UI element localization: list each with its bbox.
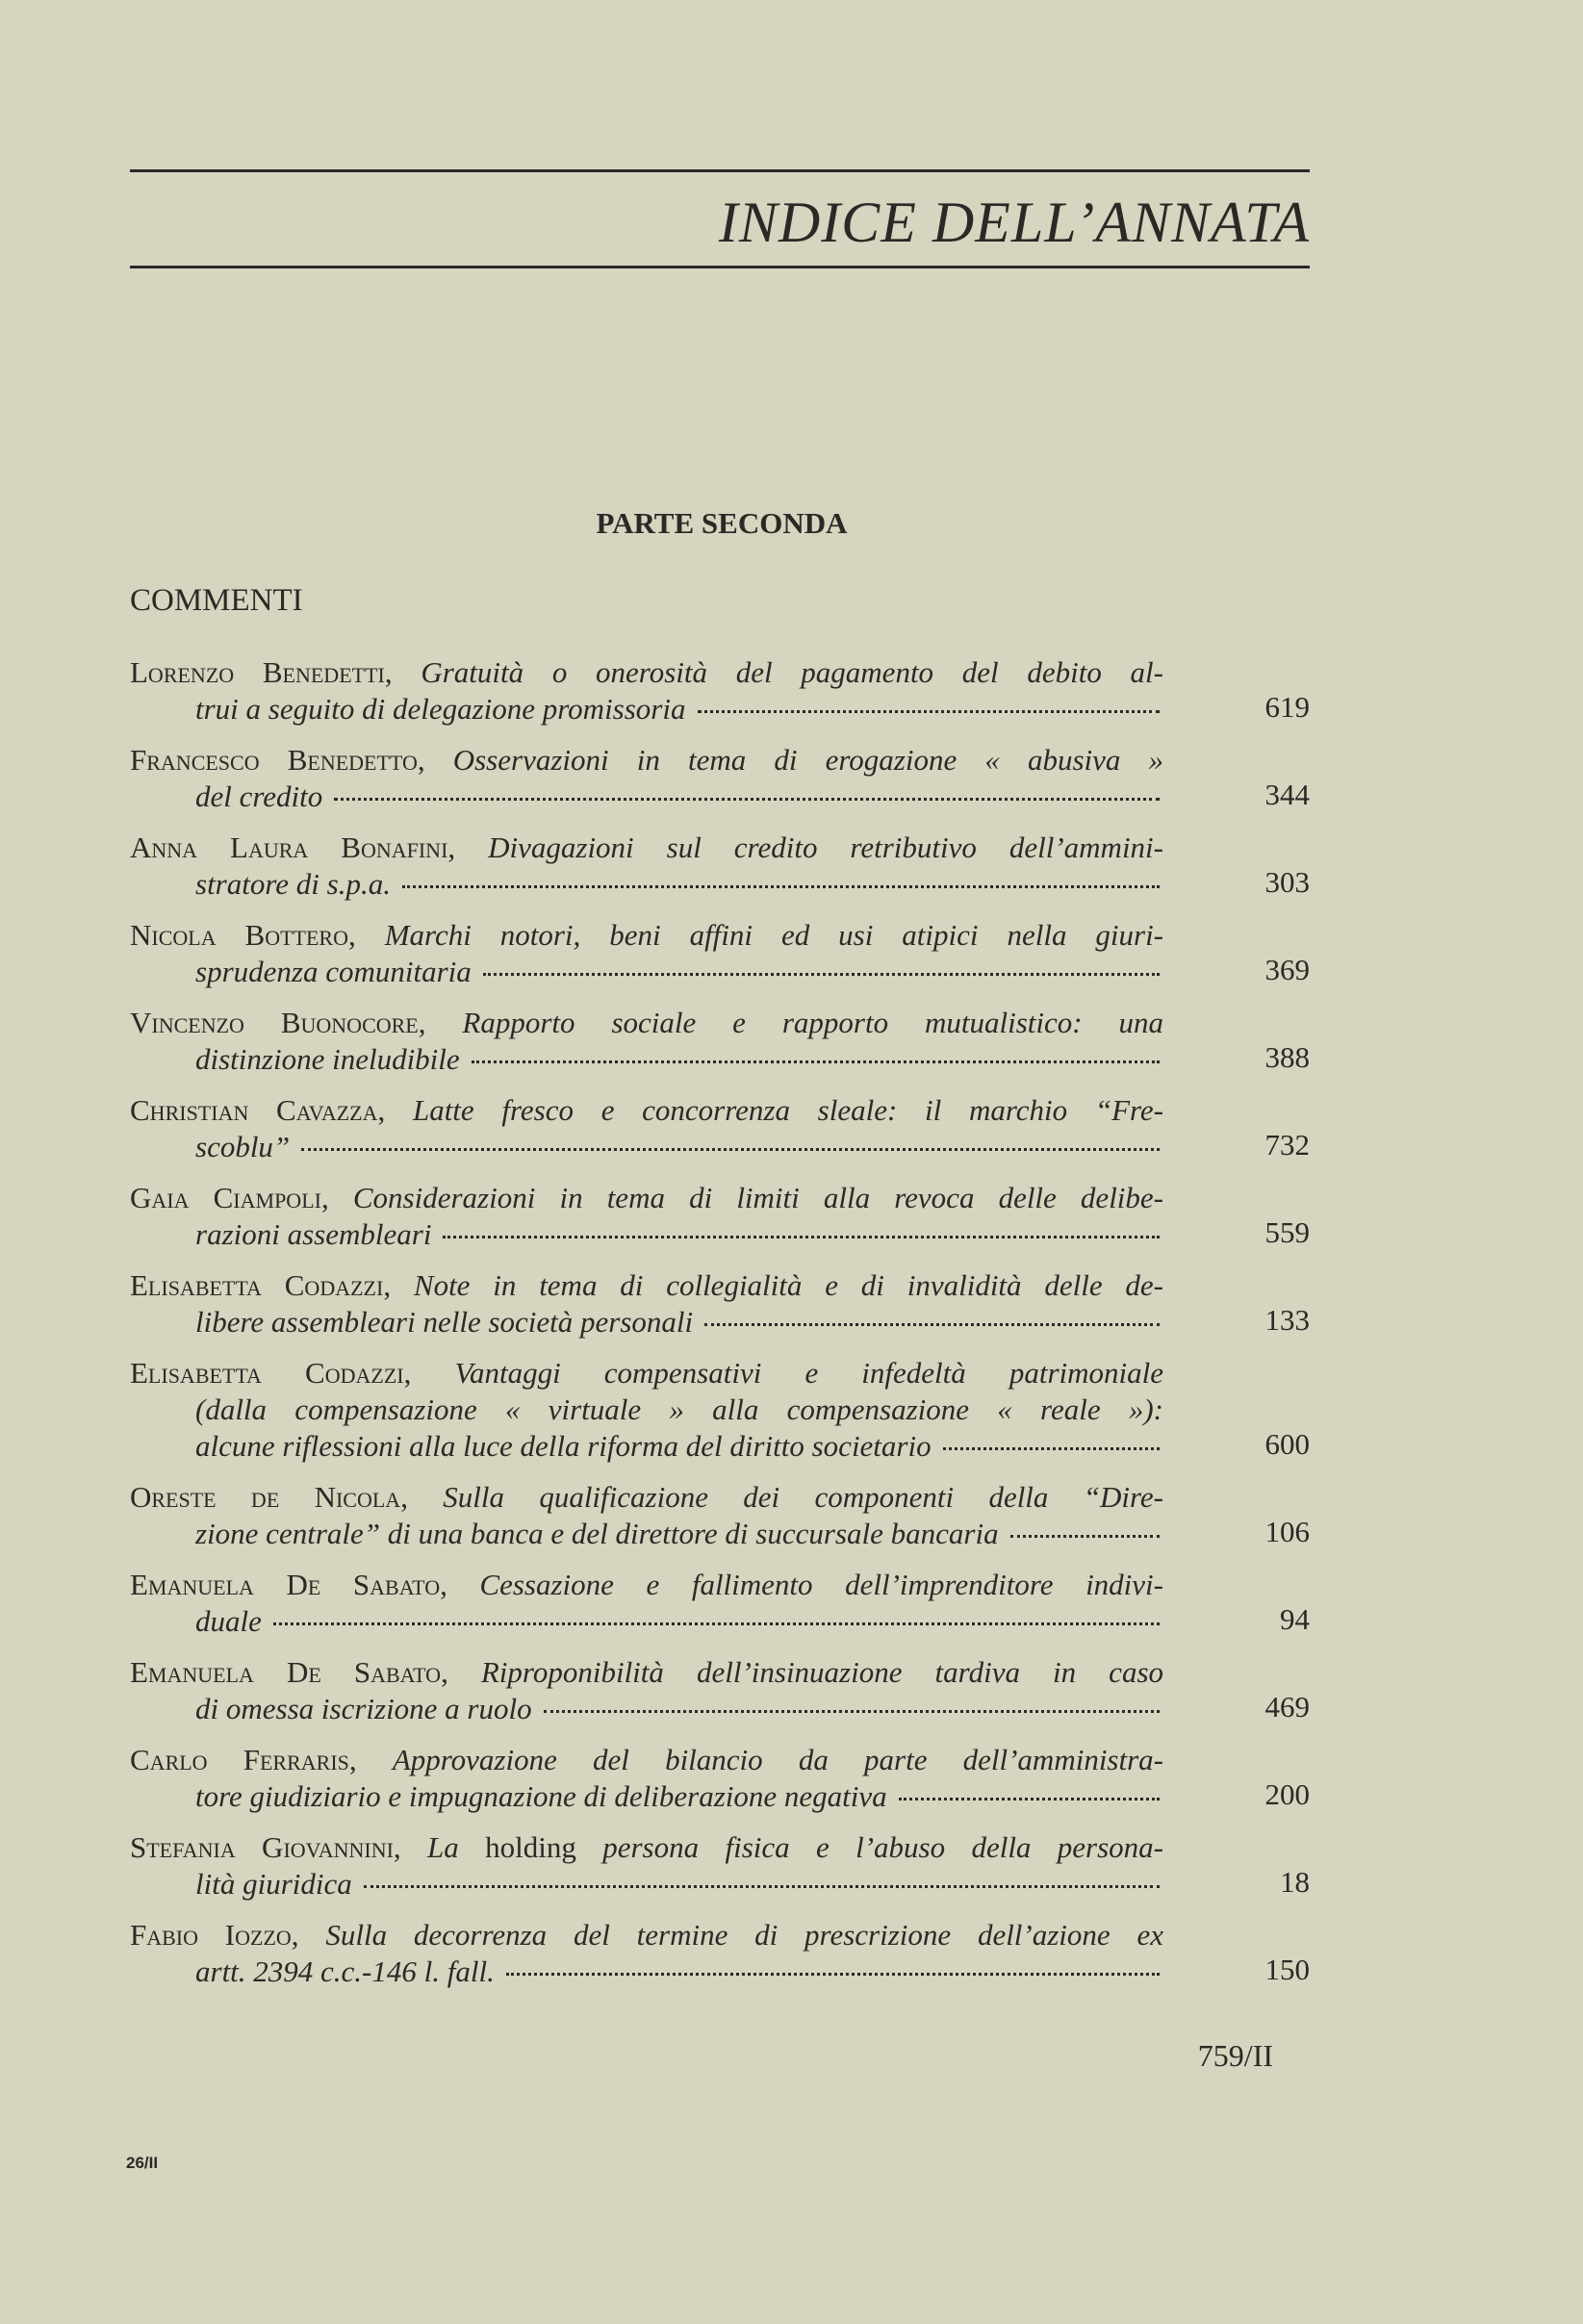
entry-line [130,1355,1163,1392]
page-title: INDICE DELL’ANNATA [718,191,1310,254]
entry-title: Vantaggi compensativi e infedeltà patrimoniale [454,1356,1163,1390]
entry-title: Divagazioni sul credito retributivo dell’ammini- [488,830,1163,864]
entry-title: Note in tema di collegialità e di invalidità delle de- [413,1268,1163,1302]
entry-title: Approvazione del bilancio da parte dell’amministra- [392,1743,1163,1776]
dot-leader [506,1973,1160,1976]
entry-author: Stefania Giovannini [130,1830,394,1864]
index-entries [130,654,1310,2005]
entry-title: razioni assembleari [195,1217,432,1251]
entry-last-line [130,1304,1163,1341]
entry-title: Marchi notori, beni affini ed usi atipici nella giuri- [384,918,1163,952]
comma: , [417,743,453,777]
dot-leader [443,1236,1160,1239]
dot-leader [1010,1535,1160,1538]
dot-leader [544,1710,1160,1713]
entry-author: Elisabetta Codazzi [130,1268,384,1302]
comma: , [291,1918,326,1952]
entry-title: duale [195,1604,262,1638]
entry-line [130,1917,1163,1954]
index-entry [130,1654,1310,1727]
entry-line [130,1180,1163,1216]
entry-author: Oreste de Nicola [130,1480,401,1514]
index-entry [130,1180,1310,1253]
entry-title: trui a seguito di delegazione promissoria [195,692,686,726]
entry-title: Gratuità o onerosità del pagamento del debito al- [421,655,1163,689]
comma: , [348,1743,393,1776]
dot-leader [943,1447,1160,1450]
entry-title: tore giudiziario e impugnazione di deliberazione negativa [195,1779,887,1813]
index-entry [130,917,1310,990]
entry-last-line [130,1129,1163,1165]
entry-title: scoblu” [195,1130,291,1163]
entry-last-line [130,1954,1163,1990]
index-entry [130,1742,1310,1815]
comma: , [377,1093,413,1127]
entry-line [130,1479,1163,1516]
comma: , [447,830,489,864]
dot-leader [334,798,1160,801]
dot-leader [704,1323,1160,1326]
entry-last-line [130,954,1163,990]
entry-last-line [130,1603,1163,1640]
entry-title: sprudenza comunitaria [195,955,472,988]
entry-title: alcune riflessioni alla luce della riforma del diritto societario [195,1429,932,1463]
entry-page-number: 619 [1264,690,1310,724]
entry-title: Rapporto sociale e rapporto mutualistico: una [462,1006,1163,1039]
index-entry [130,1005,1310,1078]
entry-author: Francesco Benedetto [130,743,418,777]
entry-title: Latte fresco e concorrenza sleale: il marchio “Fre- [412,1093,1163,1127]
entry-author: Lorenzo Benedetti [130,655,385,689]
entry-title: artt. 2394 c.c.-146 l. fall. [195,1954,495,1988]
entry-page-number: 303 [1264,865,1310,899]
dot-leader [273,1622,1160,1625]
index-entry [130,1917,1310,1990]
entry-title: (dalla compensazione « virtuale » alla compensazione « reale »): [195,1392,1163,1426]
entry-line [130,1742,1163,1778]
dot-leader [483,973,1160,976]
entry-line [130,1092,1163,1129]
entry-page-number: 559 [1264,1215,1310,1249]
entry-page-number: 388 [1264,1040,1310,1074]
entry-title: libere assembleari nelle società personali [195,1305,694,1339]
entry-page-number: 18 [1280,1865,1310,1899]
entry-title-roman: holding [485,1830,576,1864]
entry-page-number: 200 [1264,1777,1310,1811]
comma: , [403,1356,455,1390]
entry-last-line [130,1041,1163,1078]
entry-title: Sulla qualificazione dei componenti della “Dire- [443,1480,1163,1514]
bottom-rule [130,266,1310,268]
entry-last-line [130,1428,1163,1465]
index-entry [130,1829,1310,1903]
comma: , [383,1268,414,1302]
entry-title: Osservazioni in tema di erogazione « abusiva » [452,743,1163,777]
index-entry [130,1567,1310,1640]
entry-title: di omessa iscrizione a ruolo [195,1692,532,1725]
entry-last-line [130,1691,1163,1727]
entry-author: Vincenzo Buonocore [130,1006,419,1039]
index-entry [130,1267,1310,1341]
comma: , [320,1181,353,1214]
entry-title: Sulla decorrenza del termine di prescrizione dell’azione ex [325,1918,1163,1952]
entry-line [130,654,1163,691]
comma: , [400,1480,444,1514]
entry-title: stratore di s.p.a. [195,867,391,901]
entry-title-part: La [427,1830,459,1864]
entry-page-number: 133 [1264,1303,1310,1337]
entry-author: Elisabetta Codazzi [130,1356,404,1390]
comma: , [441,1655,481,1689]
entry-page-number: 469 [1264,1690,1310,1724]
dot-leader [301,1148,1160,1151]
entry-title: zione centrale” di una banca e del direttore di succursale bancaria [195,1517,999,1550]
entry-title: del credito [195,779,323,813]
entry-page-number: 732 [1264,1128,1310,1162]
index-entry [130,1092,1310,1165]
entry-line [130,830,1163,866]
part-heading: PARTE SECONDA [596,506,848,540]
entry-author: Anna Laura Bonafini [130,830,448,864]
dot-leader [364,1885,1160,1888]
entry-line [130,742,1163,779]
entry-title: Cessazione e fallimento dell’imprenditore indivi- [479,1568,1163,1601]
entry-page-number: 150 [1264,1953,1310,1986]
entry-author: Gaia Ciampoli [130,1181,321,1214]
entry-line [130,1567,1163,1603]
entry-last-line [130,1516,1163,1552]
entry-title: persona fisica e l’abuso della persona- [602,1830,1163,1864]
entry-line [130,1829,1163,1866]
comma: , [440,1568,480,1601]
signature-mark: 26/II [126,2154,159,2172]
entry-last-line [130,1778,1163,1815]
entry-line [130,1267,1163,1304]
index-entry [130,742,1310,815]
entry-page-number: 600 [1264,1427,1310,1461]
entry-author: Carlo Ferraris [130,1743,349,1776]
entry-page-number: 369 [1264,953,1310,986]
dot-leader [899,1798,1160,1800]
entry-line [130,1392,1163,1428]
dot-leader [402,885,1160,888]
entry-line [130,1005,1163,1041]
entry-line [130,917,1163,954]
entry-last-line [130,866,1163,903]
top-rule [130,169,1310,172]
comma: , [348,918,385,952]
entry-page-number: 344 [1264,778,1310,811]
entry-page-number: 106 [1264,1515,1310,1548]
comma: , [418,1006,463,1039]
entry-last-line [130,779,1163,815]
entry-last-line [130,1216,1163,1253]
section-heading: COMMENTI [130,583,303,618]
entry-title: Considerazioni in tema di limiti alla revoca delle delibe- [352,1181,1163,1214]
entry-last-line [130,691,1163,728]
index-entry [130,1479,1310,1552]
index-entry [130,830,1310,903]
entry-author: Nicola Bottero [130,918,348,952]
entry-author: Fabio Iozzo [130,1918,292,1952]
entry-author: Emanuela De Sabato [130,1655,442,1689]
entry-title: distinzione ineludibile [195,1042,460,1076]
entry-author: Emanuela De Sabato [130,1568,441,1601]
comma: , [384,655,421,689]
page-folio: 759/II [1197,2038,1273,2073]
comma: , [393,1830,428,1864]
entry-page-number: 94 [1280,1602,1310,1636]
dot-leader [472,1060,1160,1063]
index-entry [130,1355,1310,1465]
entry-line [130,1654,1163,1691]
entry-title: lità giuridica [195,1867,352,1901]
entry-last-line [130,1866,1163,1903]
index-entry [130,654,1310,728]
entry-author: Christian Cavazza [130,1093,378,1127]
entry-title: Riproponibilità dell’insinuazione tardiva in caso [480,1655,1163,1689]
dot-leader [698,710,1161,713]
